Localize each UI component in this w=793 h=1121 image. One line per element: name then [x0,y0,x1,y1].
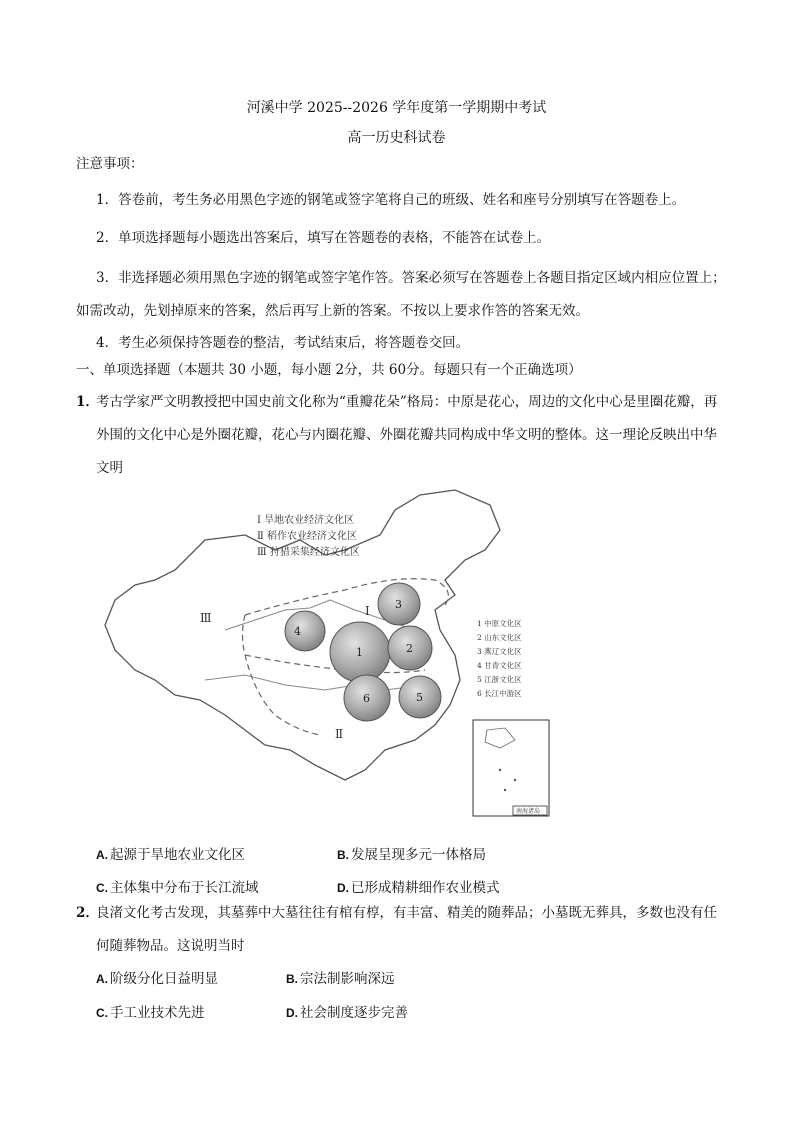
notice-item-2: 2．单项选择题每小题选出答案后，填写在答题卷的表格，不能答在试卷上。 [96,230,551,246]
q2-option-c-key: C. [96,1006,108,1020]
culture-circle-1 [330,622,390,682]
q2-option-c-text: 手工业技术先进 [110,1005,205,1021]
legend-zone-1: Ⅰ 旱地农业经济文化区 [257,515,355,526]
notice-item-1: 1．答卷前，考生务必用黑色字迹的钢笔或签字笔将自己的班级、姓名和座号分别填写在答题卷上。 [96,192,686,208]
q1-option-a[interactable] [96,843,245,863]
circle-label-2: 2 [406,642,413,655]
q1-option-d-key: D. [337,881,349,895]
legend-culture-3: 3 燕辽文化区 [477,647,522,656]
south-china-sea-inset [473,720,549,816]
q1-option-c[interactable] [96,876,259,896]
legend-culture-1: 1 中原文化区 [477,619,522,628]
legend-zones [257,513,360,558]
q2-number: 2． [76,905,99,921]
circle-label-3: 3 [395,598,402,611]
q1-option-a-text: 起源于旱地农业文化区 [110,847,245,863]
q1-option-c-key: C. [96,881,108,895]
notice-heading: 注意事项： [76,156,144,172]
q2-option-b-key: B. [286,972,298,986]
q1-option-b[interactable] [337,843,486,863]
culture-circle-2 [388,626,432,670]
circle-label-1: 1 [356,646,363,659]
q2-option-c[interactable] [96,1001,205,1021]
section-heading: 一、单项选择题（本题共 30 小题，每小题 2分，共 60分。每题只有一个正确选项） [76,362,582,378]
legend-culture-6: 6 长江中游区 [477,689,522,698]
prehistoric-culture-map [95,480,555,820]
notice-item-3: 3．非选择题必须用黑色字迹的钢笔或签字笔作答。答案必须写在答题卷上各题目指定区域内相应位置上；如需改动，先划掉原来的答案，然后再写上新的答案。不按以上要求作答的答案无效。 [76,270,726,319]
q2-option-d-key: D. [286,1006,298,1020]
q2-option-d[interactable] [286,1001,408,1021]
zone-label-3: Ⅲ [200,611,212,625]
legend-culture-5: 5 江浙文化区 [477,675,522,684]
q2-option-a-key: A. [96,972,108,986]
q1-option-b-key: B. [337,848,349,862]
q1-option-a-key: A. [96,848,108,862]
q2-option-a[interactable] [96,967,218,987]
q1-option-d[interactable] [337,876,500,896]
q2-option-a-text: 阶级分化日益明显 [110,971,218,987]
q1-option-b-text: 发展呈现多元一体格局 [351,847,486,863]
legend-culture-4: 4 甘青文化区 [477,661,522,670]
circle-label-4: 4 [294,625,301,638]
q2-option-b[interactable] [286,967,395,987]
q2-option-b-text: 宗法制影响深远 [300,971,395,987]
circle-label-6: 6 [363,692,370,705]
q1-option-c-text: 主体集中分布于长江流域 [110,880,259,896]
q1-stem: 考古学家严文明教授把中国史前文化称为“重瓣花朵”格局：中原是花心，周边的文化中心是里圈花瓣，再外围的文化中心是外圈花瓣，花心与内圈花瓣、外圈花瓣共同构成中华文明的整体。这一理论反映出中华文明 [96,394,718,476]
q2-stem: 良渚文化考古发现，其墓葬中大墓往往有棺有椁，有丰富、精美的随葬品；小墓既无葬具，多数也没有任何随葬物品。这说明当时 [96,905,717,954]
culture-circle-6 [344,675,390,721]
notice-item-4: 4．考生必须保持答题卷的整洁，考试结束后，将答题卷交回。 [96,335,470,351]
legend-zone-2: Ⅱ 稻作农业经济文化区 [257,531,357,542]
culture-circle-5 [399,676,441,718]
legend-cultures [477,618,522,698]
circle-label-5: 5 [416,691,423,704]
zone-label-2: Ⅱ [335,727,344,741]
river-yangtze [205,675,425,690]
q2-option-d-text: 社会制度逐步完善 [300,1005,408,1021]
exam-subtitle: 高一历史科试卷 [347,130,446,146]
q1-number: 1． [76,394,99,410]
exam-title: 河溪中学 2025--2026 学年度第一学期期中考试 [246,100,547,116]
inset-label: 南海诸岛 [516,808,541,815]
zone-label-1: Ⅰ [365,604,370,618]
legend-zone-3: Ⅲ 狩猎采集经济文化区 [257,547,360,558]
legend-culture-2: 2 山东文化区 [477,633,522,642]
culture-circle-3 [378,583,420,625]
culture-circle-4 [285,611,325,651]
q1-option-d-text: 已形成精耕细作农业模式 [351,880,500,896]
